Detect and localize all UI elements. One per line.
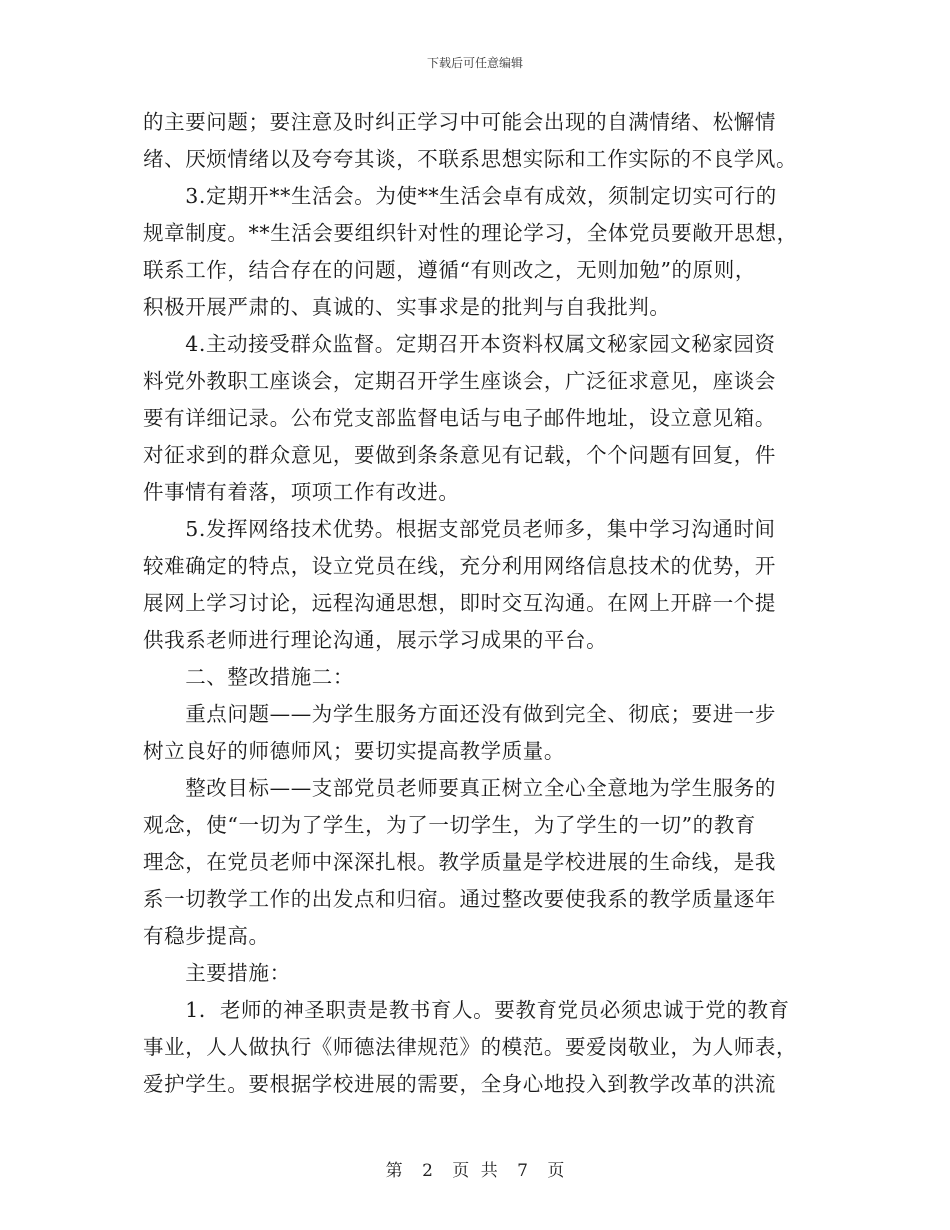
- text-line: 供我系老师进行理论沟通，展示学习成果的平台。: [143, 628, 608, 652]
- text-line: 爱护学生。要根据学校进展的需要，全身心地投入到教学改革的洪流: [143, 1072, 776, 1096]
- text-line: 料党外教职工座谈会，定期召开学生座谈会，广泛征求意见，座谈会: [143, 369, 776, 393]
- page-header: 下载后可任意编辑: [426, 56, 523, 70]
- text-line: 4.主动接受群众监督。定期召开本资料权属文秘家园文秘家园资: [143, 332, 776, 356]
- text-line: 件事情有着落，项项工作有改进。: [143, 480, 460, 504]
- text-line: 理念，在党员老师中深深扎根。教学质量是学校进展的生命线，是我: [143, 850, 776, 874]
- text-line: 系一切教学工作的出发点和归宿。通过整改要使我系的教学质量逐年: [143, 887, 776, 911]
- text-line: 整改目标——支部党员老师要真正树立全心全意地为学生服务的: [143, 776, 776, 800]
- text-line: 有稳步提高。: [143, 924, 270, 948]
- footer-prefix: 第: [385, 1161, 403, 1181]
- text-line: 要有详细记录。公布党支部监督电话与电子邮件地址，设立意见箱。: [143, 406, 776, 430]
- text-line: 事业，人人做执行《师德法律规范》的模范。要爱岗敬业，为人师表，: [143, 1035, 798, 1059]
- text-line: 重点问题——为学生服务方面还没有做到完全、彻底；要进一步: [143, 702, 776, 726]
- text-line: 3.定期开**生活会。为使**生活会卓有成效，须制定切实可行的: [143, 184, 777, 208]
- text-line: 联系工作，结合存在的问题，遵循“有则改之，无则加勉”的原则，: [143, 258, 756, 282]
- footer-middle: 页 共: [452, 1161, 498, 1181]
- text-line: 树立良好的师德师风；要切实提高教学质量。: [143, 739, 565, 763]
- text-line: 规章制度。**生活会要组织针对性的理论学习，全体党员要敞开思想，: [143, 221, 798, 245]
- text-line: 对征求到的群众意见，要做到条条意见有记载，个个问题有回复，件: [143, 443, 776, 467]
- text-line: 1．老师的神圣职责是教书育人。要教育党员必须忠诚于党的教育: [143, 998, 790, 1022]
- page-footer: [0, 1156, 950, 1181]
- text-line: 二、整改措施二：: [143, 665, 354, 689]
- total-pages-number: 7: [517, 1161, 528, 1181]
- text-line: 观念，使“一切为了学生，为了一切学生，为了学生的一切”的教育: [143, 813, 756, 837]
- text-line: 展网上学习讨论，远程沟通思想，即时交互沟通。在网上开辟一个提: [143, 591, 776, 615]
- text-line: 主要措施：: [143, 961, 291, 985]
- text-line: 积极开展严肃的、真诚的、实事求是的批判与自我批判。: [143, 295, 671, 319]
- text-line: 较难确定的特点，设立党员在线，充分利用网络信息技术的优势，开: [143, 554, 776, 578]
- footer-suffix: 页: [547, 1161, 565, 1181]
- text-line: 5.发挥网络技术优势。根据支部党员老师多，集中学习沟通时间: [143, 517, 776, 541]
- current-page-number: 2: [422, 1161, 433, 1181]
- text-line: 的主要问题；要注意及时纠正学习中可能会出现的自满情绪、松懈情: [143, 110, 776, 134]
- text-line: 绪、厌烦情绪以及夸夸其谈，不联系思想实际和工作实际的不良学风。: [143, 147, 798, 171]
- document-body: [143, 104, 808, 1103]
